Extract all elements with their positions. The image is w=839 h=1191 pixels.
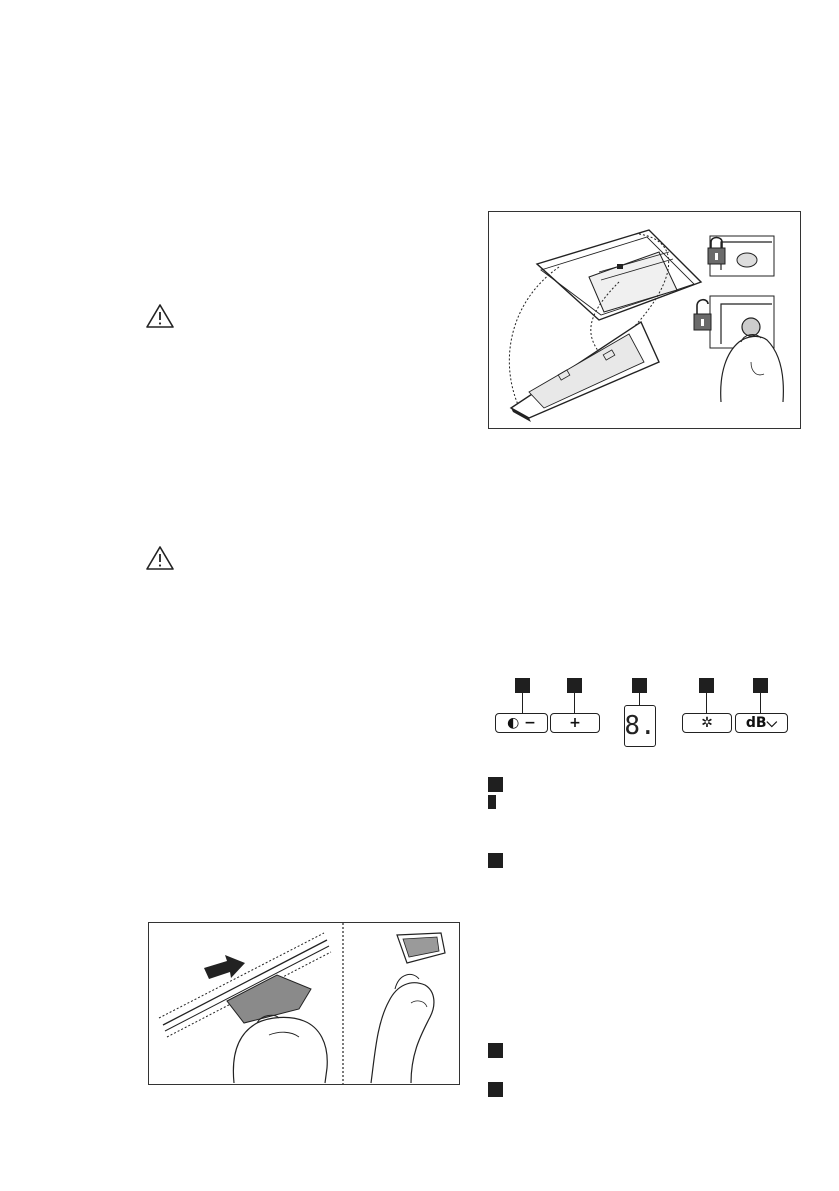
- plus-icon: +: [569, 715, 581, 731]
- light-icon: ✲: [701, 715, 713, 731]
- list-marker: [488, 777, 503, 792]
- callout-marker: [567, 678, 582, 693]
- power-minus-button[interactable]: [495, 713, 548, 733]
- plus-button[interactable]: [550, 713, 600, 733]
- callout-line: [522, 693, 523, 713]
- list-marker: [488, 1082, 503, 1097]
- list-marker: [488, 853, 503, 868]
- db-button[interactable]: [735, 713, 788, 733]
- warning-triangle-icon: [145, 545, 175, 571]
- filter-removal-figure: [488, 211, 801, 429]
- db-icon: dB⌵: [745, 715, 778, 731]
- callout-line: [706, 693, 707, 713]
- control-panel-diagram: [495, 678, 790, 748]
- callout-line: [639, 693, 640, 705]
- callout-line: [760, 693, 761, 713]
- warning-triangle-icon: [145, 303, 175, 329]
- filter-insertion-figure: [148, 922, 460, 1085]
- callout-marker: [753, 678, 768, 693]
- callout-marker: [699, 678, 714, 693]
- speed-display: [624, 705, 656, 747]
- power-minus-icon: ◐ −: [507, 715, 536, 731]
- list-marker: [488, 1043, 503, 1058]
- callout-marker: [632, 678, 647, 693]
- list-marker: [488, 795, 496, 809]
- callout-line: [574, 693, 575, 713]
- callout-marker: [515, 678, 530, 693]
- light-button[interactable]: [682, 713, 732, 733]
- display-digit: 8.: [624, 711, 656, 741]
